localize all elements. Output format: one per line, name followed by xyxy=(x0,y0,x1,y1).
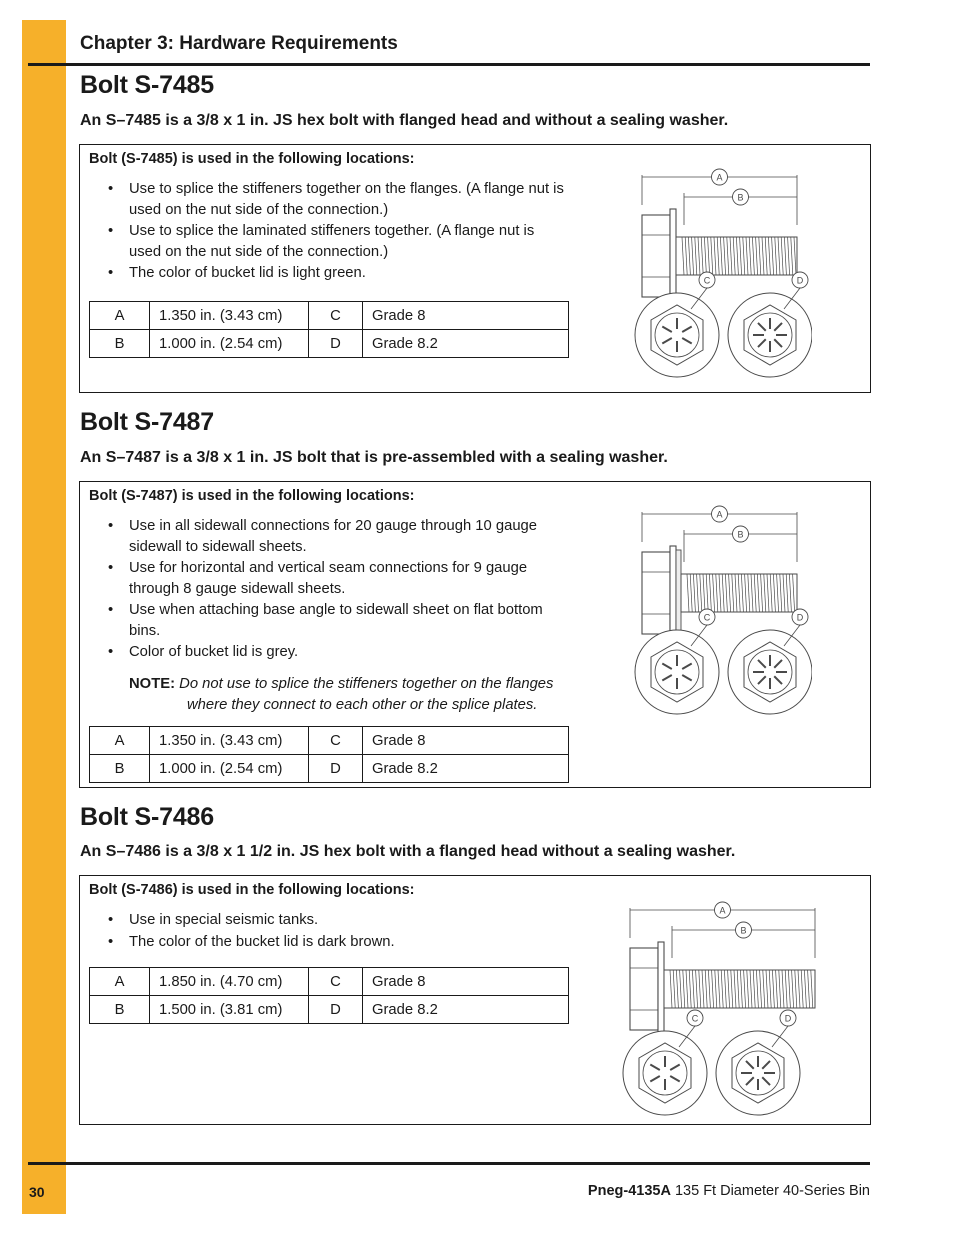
section-title-s7487: Bolt S-7487 xyxy=(80,408,214,436)
spec-table xyxy=(89,967,569,1024)
usage-list xyxy=(108,516,568,664)
box-heading: Bolt (S-7487) is used in the following locations: xyxy=(89,488,415,504)
list-item: • Use when attaching base angle to sidewall sheet on flat bottom bins. xyxy=(108,600,568,641)
bolt-illustration-icon xyxy=(620,898,830,1120)
spec-value: 1.000 in. (2.54 cm) xyxy=(150,330,309,358)
spec-value: 1.000 in. (2.54 cm) xyxy=(150,755,309,783)
bolt-info-box-s7486 xyxy=(79,875,871,1125)
footer-document-title xyxy=(588,1183,870,1199)
bolt-info-box-s7487 xyxy=(79,481,871,788)
svg-text:C: C xyxy=(703,275,711,286)
usage-list xyxy=(108,179,568,285)
spec-key: A xyxy=(90,727,150,755)
note-line-1: Do not use to splice the stiffeners together on the flanges xyxy=(179,676,554,692)
svg-text:A: A xyxy=(719,905,726,916)
spec-key: C xyxy=(309,302,363,330)
usage-list xyxy=(108,910,568,953)
spec-value: Grade 8 xyxy=(363,727,569,755)
list-item: • The color of the bucket lid is dark brown. xyxy=(108,932,568,953)
list-item: • Use to splice the laminated stiffeners together. (A flange nut is used on the nut side of the connection.) xyxy=(108,221,568,262)
page-number: 30 xyxy=(29,1184,45,1200)
side-accent-bar xyxy=(22,20,66,1214)
svg-text:D: D xyxy=(796,612,804,623)
list-item: • Use for horizontal and vertical seam connections for 9 gauge through 8 gauge sidewall sheets. xyxy=(108,558,568,599)
svg-text:A: A xyxy=(716,509,723,520)
spec-key: B xyxy=(90,330,150,358)
list-item: • Use to splice the stiffeners together on the flanges. (A flange nut is used on the nut side of the connection.) xyxy=(108,179,568,220)
box-heading: Bolt (S-7485) is used in the following locations: xyxy=(89,151,415,167)
table-row xyxy=(90,996,569,1024)
spec-value: 1.350 in. (3.43 cm) xyxy=(150,727,309,755)
bolt-illustration-icon xyxy=(632,165,812,390)
svg-text:B: B xyxy=(740,925,747,936)
document-code: Pneg-4135A xyxy=(587,1183,671,1199)
svg-text:A: A xyxy=(716,172,723,183)
table-row xyxy=(90,302,569,330)
svg-text:B: B xyxy=(737,192,744,203)
spec-value: Grade 8.2 xyxy=(363,996,569,1024)
spec-key: D xyxy=(309,330,363,358)
spec-value: Grade 8 xyxy=(363,302,569,330)
document-name: 135 Ft Diameter 40-Series Bin xyxy=(674,1183,870,1199)
bolt-diagram xyxy=(632,165,812,395)
spec-key: B xyxy=(90,996,150,1024)
bolt-illustration-icon xyxy=(632,502,812,727)
section-title-s7486: Bolt S-7486 xyxy=(80,803,214,831)
spec-key: B xyxy=(90,755,150,783)
spec-table xyxy=(89,726,569,783)
list-item: • Use in special seismic tanks. xyxy=(108,910,568,931)
footer-rule xyxy=(28,1162,870,1165)
svg-text:C: C xyxy=(691,1013,699,1024)
spec-key: A xyxy=(90,302,150,330)
spec-key: A xyxy=(90,968,150,996)
bolt-diagram xyxy=(632,502,812,732)
spec-key: D xyxy=(309,996,363,1024)
spec-key: D xyxy=(309,755,363,783)
note-line-2: where they connect to each other or the splice plates. xyxy=(187,697,538,713)
list-item: • Use in all sidewall connections for 20 gauge through 10 gauge sidewall to sidewall sheets. xyxy=(108,516,568,557)
section-description-s7487: An S–7487 is a 3/8 x 1 in. JS bolt that is pre-assembled with a sealing washer. xyxy=(80,449,668,466)
note-label: NOTE: xyxy=(129,676,176,692)
bolt-diagram xyxy=(620,898,830,1125)
spec-key: C xyxy=(309,727,363,755)
spec-value: 1.500 in. (3.81 cm) xyxy=(150,996,309,1024)
box-heading: Bolt (S-7486) is used in the following locations: xyxy=(89,882,415,898)
table-row xyxy=(90,755,569,783)
spec-value: 1.350 in. (3.43 cm) xyxy=(150,302,309,330)
spec-value: 1.850 in. (4.70 cm) xyxy=(150,968,309,996)
table-row xyxy=(90,330,569,358)
bolt-info-box-s7485 xyxy=(79,144,871,393)
table-row xyxy=(90,968,569,996)
section-description-s7486: An S–7486 is a 3/8 x 1 1/2 in. JS hex bolt with a flanged head without a sealing washer. xyxy=(80,843,736,860)
spec-value: Grade 8 xyxy=(363,968,569,996)
note xyxy=(129,674,579,716)
section-description-s7485: An S–7485 is a 3/8 x 1 in. JS hex bolt with flanged head and without a sealing washer. xyxy=(80,112,729,129)
spec-value: Grade 8.2 xyxy=(363,330,569,358)
chapter-title: Chapter 3: Hardware Requirements xyxy=(80,33,398,54)
spec-key: C xyxy=(309,968,363,996)
section-title-s7485: Bolt S-7485 xyxy=(80,71,214,99)
spec-value: Grade 8.2 xyxy=(363,755,569,783)
svg-text:B: B xyxy=(737,529,744,540)
svg-text:D: D xyxy=(796,275,804,286)
svg-text:D: D xyxy=(784,1013,792,1024)
spec-table xyxy=(89,301,569,358)
list-item: • The color of bucket lid is light green. xyxy=(108,263,568,284)
list-item: • Color of bucket lid is grey. xyxy=(108,642,568,663)
svg-text:C: C xyxy=(703,612,711,623)
table-row xyxy=(90,727,569,755)
header-rule xyxy=(28,63,870,66)
